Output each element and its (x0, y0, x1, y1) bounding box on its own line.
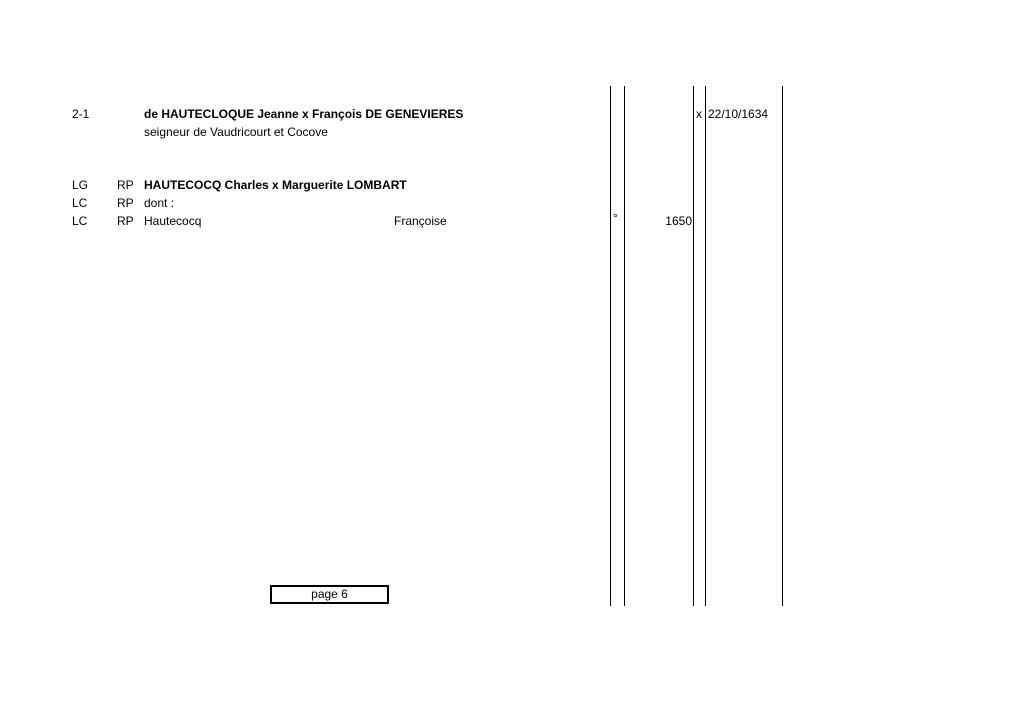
row-name: HAUTECOCQ Charles x Marguerite LOMBART (144, 178, 407, 192)
page-number-box (270, 585, 389, 604)
row-name: dont : (144, 196, 175, 210)
column-rule (624, 86, 625, 606)
row-subtitle: seigneur de Vaudricourt et Cocove (144, 125, 328, 139)
row-code: LG (72, 178, 89, 192)
row-code: LC (72, 196, 88, 210)
column-rule (782, 86, 783, 606)
marriage-date: 22/10/1634 (708, 107, 769, 121)
column-rule (610, 86, 611, 606)
row-name: de HAUTECLOQUE Jeanne x François DE GENEVIERES (144, 107, 464, 121)
page-number-label: page 6 (311, 587, 348, 601)
birth-year: 1650 (665, 214, 692, 228)
row-prefix: RP (117, 178, 134, 192)
row-prefix: RP (117, 214, 134, 228)
row-code: LC (72, 214, 88, 228)
row-code: 2-1 (72, 107, 90, 121)
row-prefix: RP (117, 196, 134, 210)
birth-mark: ° (613, 211, 618, 225)
column-rule (705, 86, 706, 606)
marriage-mark: x (696, 107, 702, 121)
column-rule (693, 86, 694, 606)
row-surname: Hautecocq (144, 214, 202, 228)
row-given-name: Françoise (394, 214, 447, 228)
